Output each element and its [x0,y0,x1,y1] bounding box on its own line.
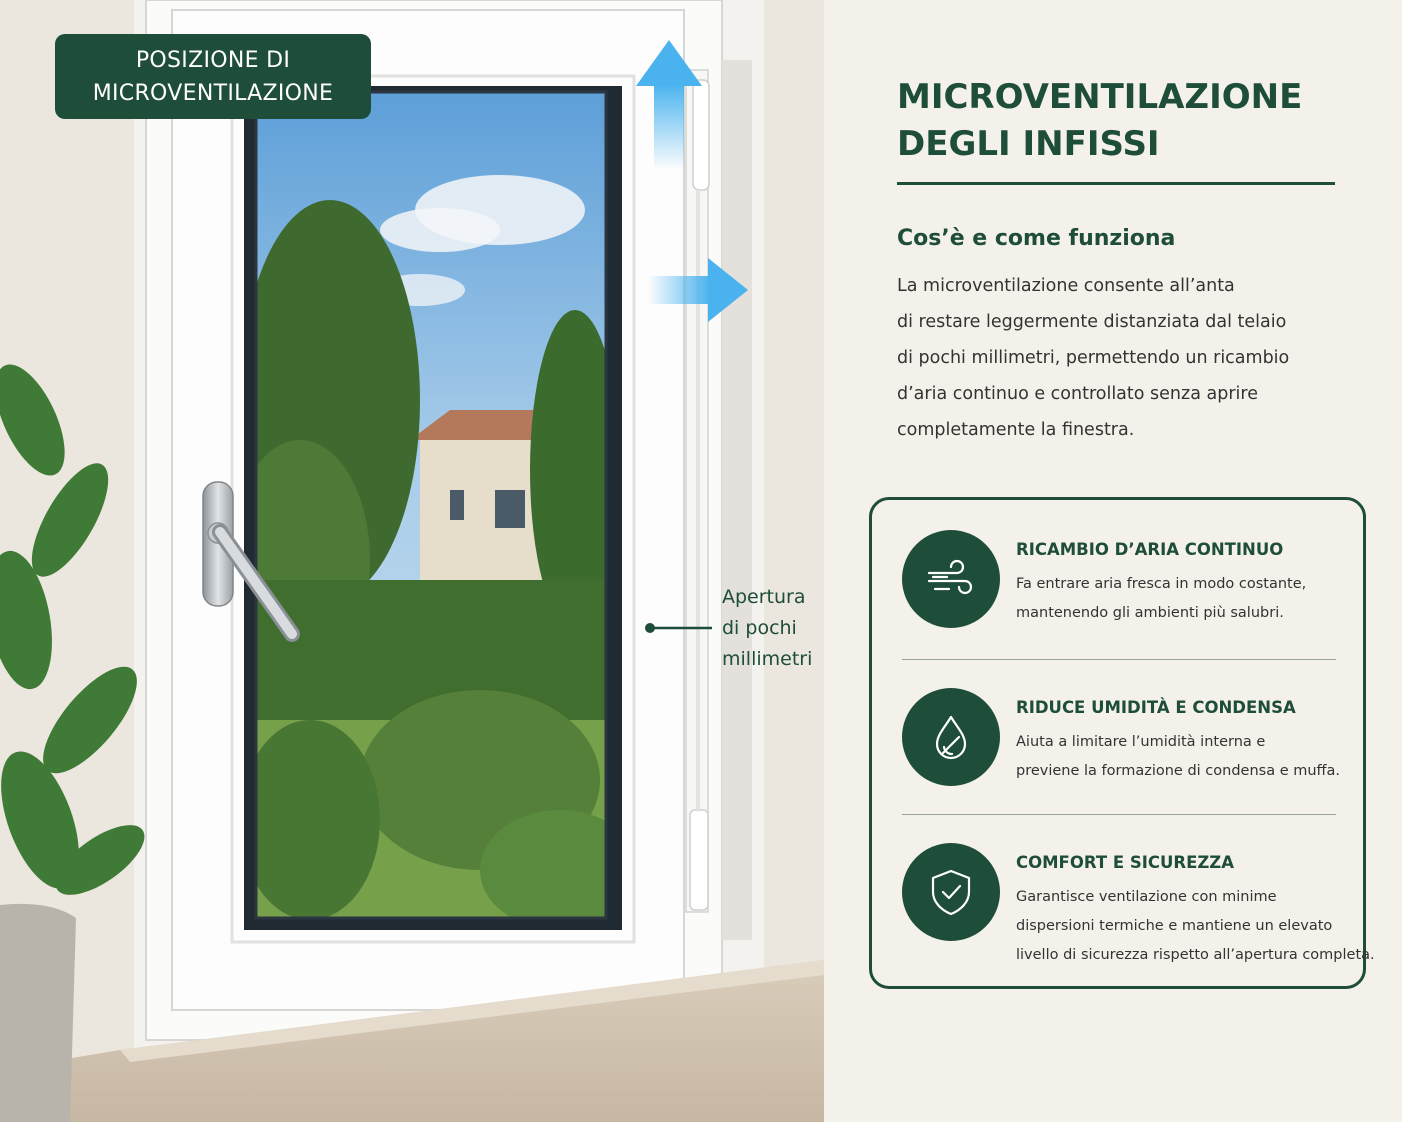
feature-desc-line: mantenendo gli ambienti più salubri. [1016,605,1284,621]
feature-desc-line: Garantisce ventilazione con minime [1016,889,1277,905]
feature-description [1016,883,1375,970]
feature-desc-line: Aiuta a limitare l’umidità interna e [1016,734,1266,750]
intro-line: d’aria continuo e controllato senza aprire [897,384,1258,404]
page-title [897,74,1357,168]
feature-desc-line: previene la formazione di condensa e muffa. [1016,763,1341,779]
gap-callout-label [722,582,822,675]
gap-label-line-3: millimetri [722,648,813,670]
position-badge [55,34,371,119]
feature-title: RICAMBIO D’ARIA CONTINUO [1016,540,1284,559]
droplet-icon [902,688,1000,786]
feature-desc-line: Fa entrare aria fresca in modo costante, [1016,576,1307,592]
title-line-2: DEGLI INFISSI [897,124,1160,164]
intro-line: di restare leggermente distanziata dal telaio [897,312,1287,332]
title-line-1: MICROVENTILAZIONE [897,77,1303,117]
feature-desc-line: livello di sicurezza rispetto all’apertura completa. [1016,947,1375,963]
gap-label-line-1: Apertura [722,586,806,608]
badge-line-2: MICROVENTILAZIONE [92,80,334,106]
feature-description [1016,570,1366,628]
intro-line: completamente la finestra. [897,420,1135,440]
feature-desc-line: dispersioni termiche e mantiene un elevato [1016,918,1333,934]
feature-title: RIDUCE UMIDITÀ E CONDENSA [1016,698,1296,717]
feature-title: COMFORT E SICUREZZA [1016,853,1235,872]
badge-line-1: POSIZIONE DI [135,47,291,73]
gap-label-line-2: di pochi [722,617,797,639]
feature-divider [902,659,1336,660]
section-subheading: Cos’è e come funziona [897,226,1176,251]
shield-check-icon [902,843,1000,941]
intro-line: di pochi millimetri, permettendo un ricambio [897,348,1290,368]
intro-paragraph [897,268,1357,448]
feature-description [1016,728,1366,786]
features-card [869,497,1375,989]
feature-divider [902,814,1336,815]
feature-item-air-exchange [902,530,1362,640]
wind-icon [902,530,1000,628]
intro-line: La microventilazione consente all’anta [897,276,1235,296]
feature-item-comfort-security [902,843,1375,963]
feature-item-humidity [902,688,1362,798]
info-panel [824,0,1402,1122]
title-divider [897,182,1335,185]
